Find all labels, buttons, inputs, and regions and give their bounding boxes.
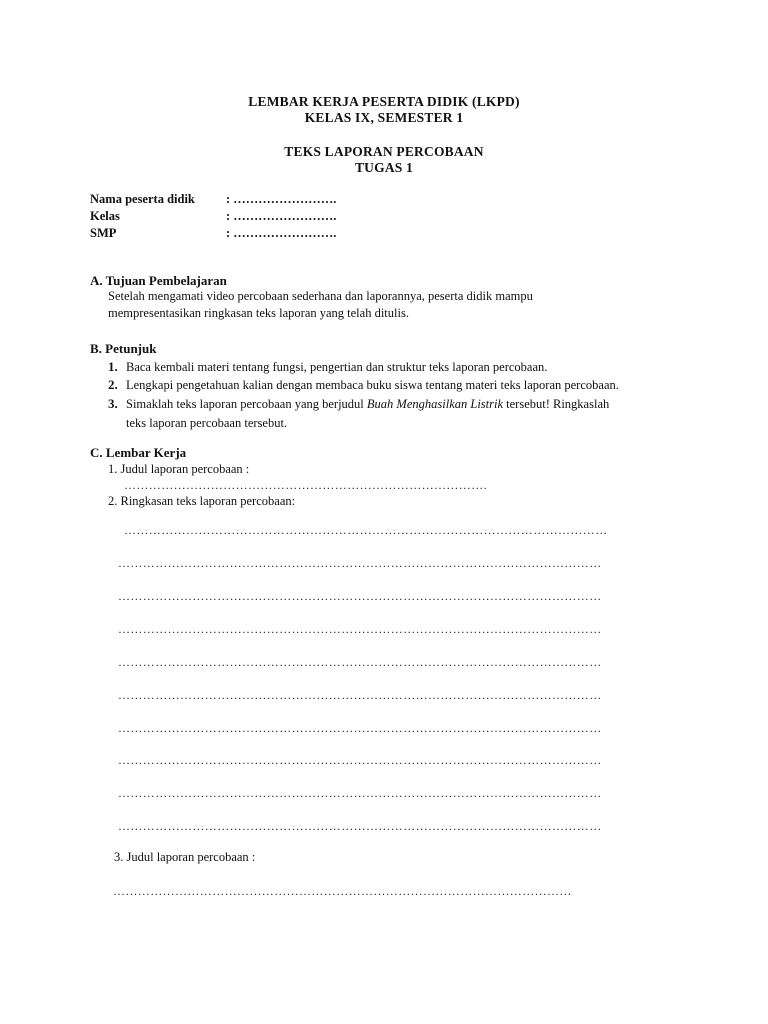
summary-line[interactable]: ………………………………………………………………………………………………………	[118, 655, 602, 669]
title-line-1: LEMBAR KERJA PESERTA DIDIK (LKPD)	[248, 94, 520, 109]
question-2-label: 2. Ringkasan teks laporan percobaan:	[108, 494, 296, 508]
instruction-number-1: 1.	[108, 359, 118, 374]
section-b-heading: B. Petunjuk	[90, 341, 157, 356]
title-line-2: KELAS IX, SEMESTER 1	[304, 110, 464, 125]
summary-line[interactable]: ………………………………………………………………………………………………………	[118, 786, 602, 800]
identity-value-school: : …………………….	[226, 226, 337, 240]
summary-line[interactable]: ………………………………………………………………………………………………………	[118, 753, 602, 767]
summary-line[interactable]: ………………………………………………………………………………………………………	[118, 819, 602, 833]
summary-line[interactable]: ………………………………………………………………………………………………………	[118, 556, 602, 570]
title-line-3: TEKS LAPORAN PERCOBAAN	[284, 144, 484, 159]
instruction-text-2: Lengkapi pengetahuan kalian dengan membaca buku siswa tentang materi teks laporan percobaan.	[126, 378, 619, 392]
instruction-number-2: 2.	[108, 377, 118, 392]
instruction-text-3	[126, 397, 609, 412]
summary-line[interactable]: ………………………………………………………………………………………………………	[124, 523, 608, 537]
section-a-heading: A. Tujuan Pembelajaran	[90, 273, 227, 288]
identity-label-name: Nama peserta didik	[90, 192, 195, 206]
instruction-number-3: 3.	[108, 396, 118, 411]
identity-value-name: : …………………….	[226, 192, 337, 206]
instruction-text-3-end: tersebut! Ringkaslah	[503, 397, 610, 411]
summary-line[interactable]: ………………………………………………………………………………………………………	[118, 622, 602, 636]
instruction-text-1: Baca kembali materi tentang fungsi, pengertian dan struktur teks laporan percobaan.	[126, 360, 548, 374]
summary-line[interactable]: ………………………………………………………………………………………………………	[118, 688, 602, 702]
instruction-text-3-line-2: teks laporan percobaan tersebut.	[126, 416, 288, 430]
question-3-label: 3. Judul laporan percobaan :	[114, 850, 256, 864]
identity-label-school: SMP	[90, 226, 117, 240]
instruction-text-3-start: Simaklah teks laporan percobaan yang berjudul	[126, 397, 367, 411]
summary-line[interactable]: ………………………………………………………………………………………………………	[118, 589, 602, 603]
question-3-answer-line[interactable]: …………………………………………………………………………………………………	[113, 884, 572, 898]
title-line-4: TUGAS 1	[354, 160, 414, 175]
section-c-heading: C. Lembar Kerja	[90, 445, 187, 460]
identity-value-class: : …………………….	[226, 209, 337, 223]
question-1-answer-line[interactable]: …………………………………………………………………………….	[124, 478, 487, 492]
question-1-label: 1. Judul laporan percobaan :	[108, 462, 250, 476]
summary-line[interactable]: ………………………………………………………………………………………………………	[118, 721, 602, 735]
experiment-title-italic: Buah Menghasilkan Listrik	[366, 397, 504, 411]
section-a-line-2: mempresentasikan ringkasan teks laporan yang telah ditulis.	[108, 306, 409, 320]
identity-label-class: Kelas	[90, 209, 120, 223]
section-a-line-1: Setelah mengamati video percobaan sederhana dan laporannya, peserta didik mampu	[108, 289, 533, 303]
